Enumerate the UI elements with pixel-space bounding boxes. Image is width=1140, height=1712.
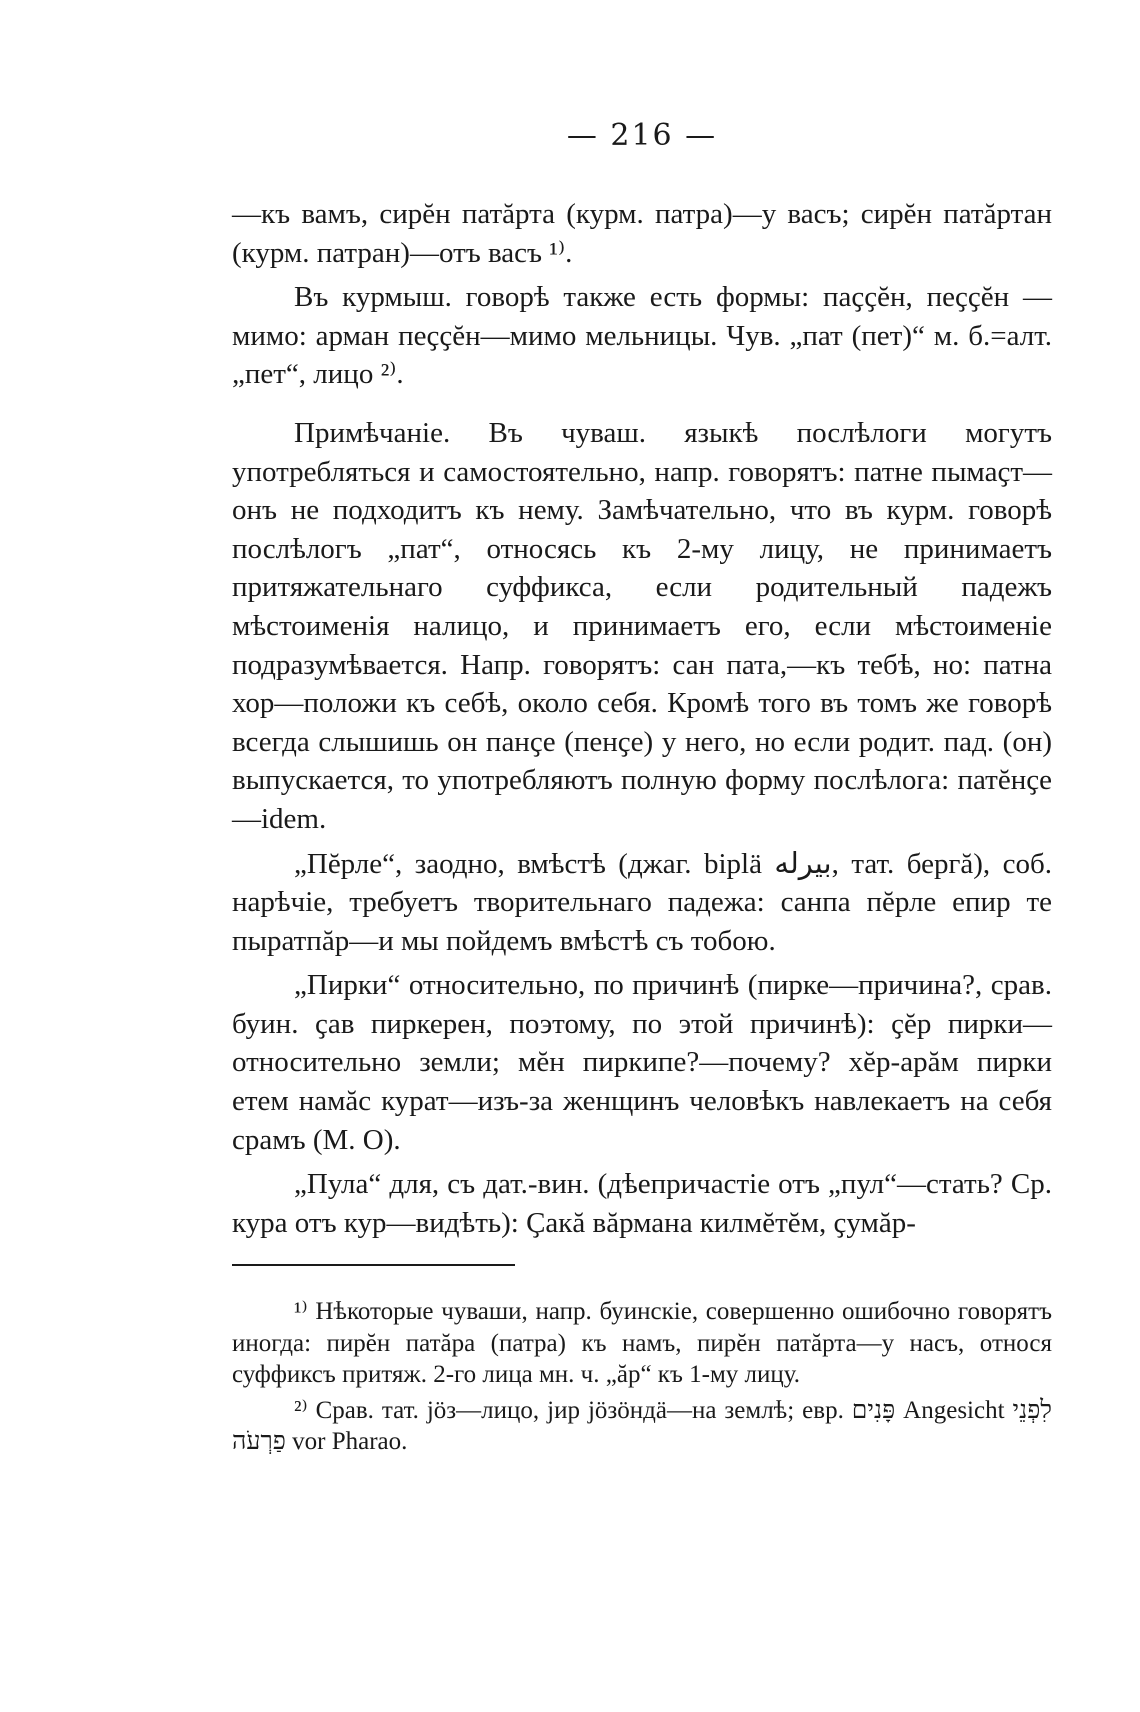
paragraph-note: Примѣчаніе. Въ чуваш. языкѣ послѣлоги могутъ употребляться и самостоятельно, напр. говорятъ: патне пымаҫт— онъ не подходитъ къ нему. Замѣчательно, что въ курм. говорѣ послѣлогъ „пат“, относясь къ 2-му лицу, не принимаетъ притяжательнаго суффикса, если родительный падежъ мѣстоименія налицо, и принимаетъ его, если мѣстоименіе подразумѣвается. Напр. говорятъ: сан пата,—къ тебѣ, но: патна хор—положи къ себѣ, около себя. Кромѣ того въ томъ же говорѣ всегда слышишь он панҫе (пенҫе) у него, но если родит. пад. (он) выпускается, то употребляютъ полную форму послѣлога: патĕнҫе—idem. <box>232 416 1052 835</box>
footnotes <box>232 1296 1052 1458</box>
paragraph-pula: „Пула“ для, съ дат.-вин. (дѣепричастіе отъ „пул“—стать? Ср. кура отъ кур—видѣть): Ҫакă вăрмана килмĕтĕм, ҫумăр- <box>232 1168 1052 1239</box>
footnote-2: ²⁾ Срав. тат. jöз—лицо, jир jöзöндä—на землѣ; евр. פָּנִים Angesicht לִפְנֵי פַרְעֹה vor Pharao. <box>232 1396 1052 1456</box>
paragraph-1: —къ вамъ, сирĕн патăрта (курм. патра)—у васъ; сирĕн патăртан (курм. патран)—отъ васъ ¹⁾. <box>232 198 1052 269</box>
main-text <box>232 195 1052 1242</box>
paragraph-perle: „Пĕрле“, заодно, вмѣстѣ (джаг. bірlä بيرله, тат. бергă), соб. нарѣчіе, требуетъ творительнаго падежа: санпа пĕрле епир те пыратпăр—и мы пойдемъ вмѣстѣ съ тобою. <box>232 847 1052 957</box>
paragraph-pirki: „Пирки“ относительно, по причинѣ (пирке—причина?, срав. буин. ҫав пиркерен, поэтому, по этой причинѣ): ҫĕр пирки—относительно земли; мĕн пиркипе?—почему? хĕр-арăм пирки етем намăс курат—изъ-за женщинъ человѣкъ навлекаетъ на себя срамъ (М. О). <box>232 969 1052 1156</box>
footnote-1: ¹⁾ Нѣкоторые чуваши, напр. буинскіе, совершенно ошибочно говорятъ иногда: пирĕн патăра (патра) къ намъ, пирĕн патăрта—у насъ, относя суффиксъ притяж. 2-го лица мн. ч. „ăр“ къ 1-му лицу. <box>232 1298 1052 1389</box>
footnote-divider <box>232 1264 515 1266</box>
page-number: — 216 — <box>566 118 718 153</box>
book-page <box>232 118 1052 1462</box>
paragraph-2: Въ курмыш. говорѣ также есть формы: паҫҫĕн, пеҫҫĕн —мимо: арман пеҫҫĕн—мимо мельницы. Чув. „пат (пет)“ м. б.=алт. „пет“, лицо ²⁾. <box>232 281 1052 391</box>
